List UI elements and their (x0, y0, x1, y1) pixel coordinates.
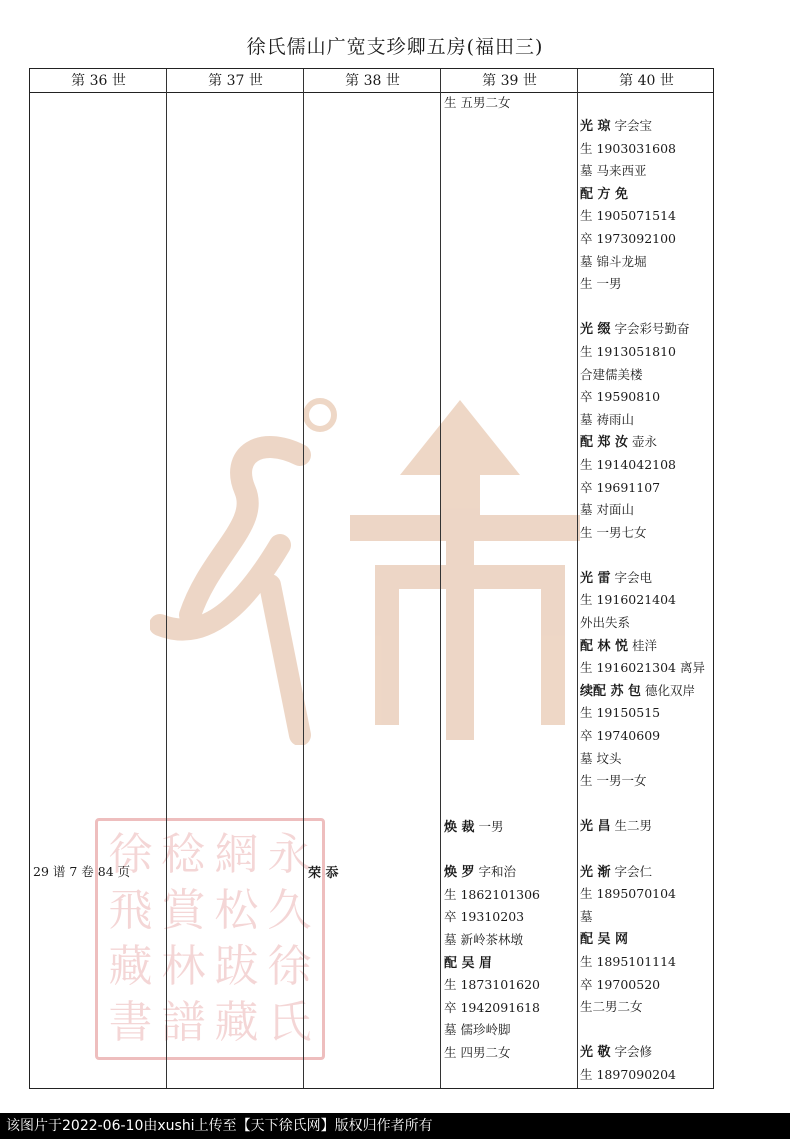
entry-line (580, 160, 705, 183)
entry-text: 卒 19310203 (444, 909, 525, 925)
entry-line (580, 386, 705, 409)
entry-line (580, 974, 705, 997)
seal-character: 賞 (161, 885, 206, 936)
entry-text: 墓 锦斗龙堀 (580, 253, 647, 269)
entry-line (580, 770, 705, 793)
entry-text: 生 一男七女 (580, 524, 647, 540)
column-divider (303, 69, 304, 1088)
entry-text: 生 1914042108 (580, 456, 677, 472)
gen39-entry-top: 生 五男二女 (444, 95, 511, 110)
entry-text: 墓 儒珍岭脚 (444, 1022, 511, 1038)
gen36-reference: 29 谱 7 卷 84 页 (33, 864, 131, 879)
header-row (30, 69, 713, 93)
entry-text: 卒 19691107 (580, 479, 661, 495)
entry-text: 字和治 (474, 864, 517, 880)
entry-text: 生 1862101306 (444, 886, 541, 902)
seal-character: 久 (267, 885, 312, 936)
person-name: 配 吴 眉 (444, 955, 493, 971)
entry-text: 生二男 (610, 818, 653, 834)
entry-line (580, 657, 705, 680)
entry-text: 墓 (580, 908, 593, 924)
entry-text: 生 1916021404 (580, 592, 677, 608)
entry-spacer (580, 544, 705, 567)
entry-line (444, 1042, 540, 1065)
seal-character: 藏 (108, 941, 153, 992)
header-gen-37: 第 37 世 (208, 73, 263, 89)
entry-text: 墓 祷雨山 (580, 411, 634, 427)
entry-text: 字会仁 (610, 863, 653, 879)
entry-text: 生 1913051810 (580, 343, 677, 359)
entry-line (580, 748, 705, 771)
entry-line (444, 884, 540, 907)
entry-text: 壶永 (628, 434, 658, 450)
entry-line (580, 205, 705, 228)
person-name: 配 方 免 (580, 186, 629, 202)
entry-line (580, 928, 705, 951)
entry-line (580, 861, 705, 884)
seal-character: 譜 (161, 997, 206, 1048)
entry-line (580, 567, 705, 590)
entry-text: 生 1895101114 (580, 953, 677, 969)
column-divider (577, 69, 578, 1088)
person-name: 焕 裁 (444, 820, 475, 835)
seal-character: 飛 (108, 885, 153, 936)
person-name: 焕 罗 (444, 865, 475, 881)
seal-character: 稔 (161, 829, 206, 880)
person-name: 配 郑 汝 (580, 435, 629, 451)
entry-text: 字会彩号勤奋 (610, 321, 690, 337)
entry-line (580, 906, 705, 929)
seal-character: 書 (108, 997, 153, 1048)
entry-line (580, 702, 705, 725)
entry-text: 卒 19590810 (580, 389, 661, 405)
seal-character: 氏 (267, 997, 312, 1048)
entry-text: 德化双岸 (641, 682, 696, 698)
entry-text: 卒 1942091618 (444, 999, 541, 1015)
entry-text: 字会宝 (610, 118, 653, 133)
entry-line (444, 997, 540, 1020)
entry-text: 卒 1973092100 (580, 230, 677, 246)
entry-text: 卒 19740609 (580, 728, 661, 744)
entry-line (580, 1041, 705, 1064)
entry-line (580, 115, 705, 138)
entry-text: 生 四男二女 (444, 1044, 511, 1060)
entry-text: 卒 19700520 (580, 976, 661, 992)
entry-text: 字会电 (610, 569, 653, 585)
entry-spacer (580, 1019, 705, 1042)
entry-line (580, 1064, 705, 1087)
entry-line (444, 1019, 540, 1042)
upload-footer: 该图片于2022-06-10由xushi上传至【天下徐氏网】版权归作者所有 (0, 1113, 790, 1139)
column-divider (440, 69, 441, 1088)
entry-line (580, 409, 705, 432)
entry-text: 墓 对面山 (580, 502, 634, 518)
person-name: 光 雷 (580, 570, 611, 586)
entry-line (580, 680, 705, 703)
entry-line (580, 522, 705, 545)
person-name: 光 琼 (580, 119, 611, 134)
entry-line (580, 183, 705, 206)
entry-line (444, 929, 540, 952)
page-title: 徐氏儒山广宽支珍卿五房(福田三) (246, 36, 544, 58)
seal-character: 徐 (267, 941, 312, 992)
entry-text: 墓 坟头 (580, 750, 622, 766)
entry-spacer (444, 839, 540, 862)
entry-text: 合建儒美楼 (580, 366, 643, 382)
entry-text: 外出失系 (580, 615, 631, 631)
entry-text: 生 1895070104 (580, 886, 677, 902)
entry-line (444, 861, 540, 884)
entry-text: 生 1903031608 (580, 140, 677, 156)
entry-line (444, 952, 540, 975)
entry-text: 生 一男 (580, 276, 622, 292)
entry-line (580, 612, 705, 635)
person-name: 配 吴 网 (580, 932, 629, 948)
seal-character: 藏 (214, 997, 259, 1048)
entry-line (580, 477, 705, 500)
person-name: 光 敬 (580, 1045, 611, 1061)
header-gen-36: 第 36 世 (71, 73, 126, 89)
entry-line (580, 454, 705, 477)
person-name: 光 渐 (580, 864, 611, 880)
entry-text: 生 一男一女 (580, 773, 647, 789)
entry-spacer (580, 296, 705, 319)
entry-text: 生 19150515 (580, 705, 661, 721)
entry-line (580, 815, 705, 838)
entry-line (580, 883, 705, 906)
entry-line (580, 431, 705, 454)
column-divider (166, 69, 167, 1088)
entry-text: 生 1905071514 (580, 208, 677, 224)
entry-text: 墓 马来西亚 (580, 163, 647, 179)
entry-line (580, 951, 705, 974)
entry-text: 生 1873101620 (444, 977, 541, 993)
header-gen-38: 第 38 世 (345, 73, 400, 89)
entry-line (580, 635, 705, 658)
header-gen-40: 第 40 世 (619, 73, 674, 89)
entry-text: 一男 (474, 819, 504, 834)
entry-line (580, 725, 705, 748)
entry-text: 桂洋 (628, 637, 658, 653)
person-name: 续配 苏 包 (580, 683, 642, 699)
entry-text: 字会修 (610, 1044, 653, 1060)
entry-line (580, 251, 705, 274)
person-name: 配 林 悦 (580, 638, 629, 654)
seal-character: 跋 (214, 941, 259, 992)
entry-line (444, 974, 540, 997)
seal-character: 網 (214, 829, 259, 880)
entry-line (444, 906, 540, 929)
entry-spacer (580, 838, 705, 861)
entry-line (580, 273, 705, 296)
entry-text: 生 1916021304 离异 (580, 660, 705, 676)
seal-character: 林 (161, 941, 206, 992)
seal-character: 徐 (108, 829, 153, 880)
entry-line (580, 996, 705, 1019)
entry-line (580, 499, 705, 522)
gen40-column-entries (580, 115, 705, 1087)
entry-line (444, 816, 540, 839)
entry-line (580, 138, 705, 161)
seal-character: 松 (214, 885, 259, 936)
person-name: 光 缀 (580, 322, 611, 338)
gen39-column-entries (444, 816, 540, 1065)
entry-text: 生 1897090204 (580, 1066, 677, 1082)
entry-line (580, 364, 705, 387)
entry-line (580, 589, 705, 612)
entry-line (580, 228, 705, 251)
entry-line (580, 341, 705, 364)
person-name: 光 昌 (580, 819, 611, 835)
entry-spacer (580, 793, 705, 816)
seal-character: 永 (267, 829, 312, 880)
header-gen-39: 第 39 世 (482, 73, 537, 89)
entry-text: 墓 新岭茶林墩 (444, 931, 523, 947)
entry-text: 生二男二女 (580, 999, 643, 1015)
entry-line (580, 318, 705, 341)
gen38-name: 荣 忝 (308, 866, 339, 881)
